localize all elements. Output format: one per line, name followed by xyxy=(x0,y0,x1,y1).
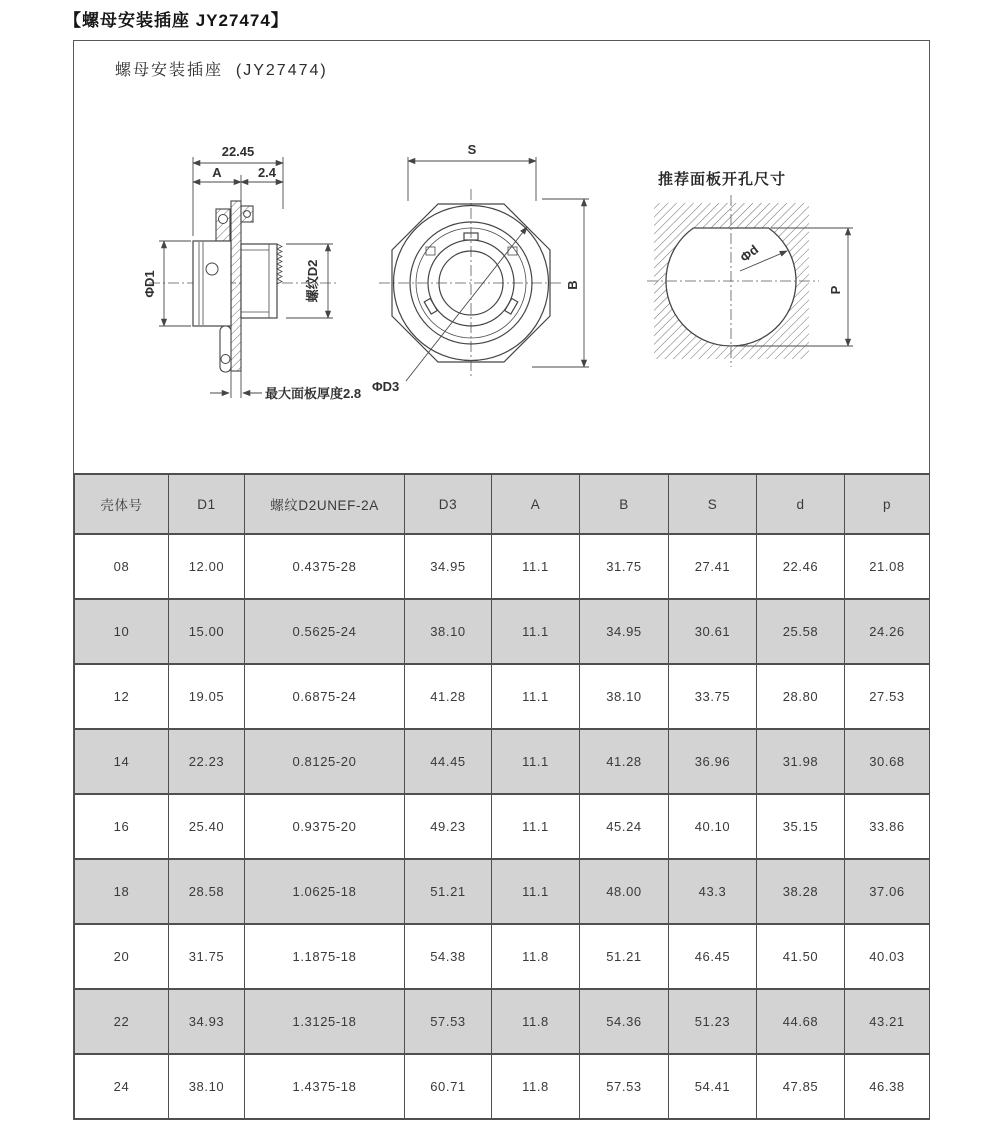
table-cell: 08 xyxy=(75,534,169,599)
table-row xyxy=(75,599,930,664)
table-cell: 44.45 xyxy=(405,729,492,794)
table-cell: 31.98 xyxy=(757,729,845,794)
table-cell: 1.4375-18 xyxy=(245,1054,405,1119)
dim-label-d3: ΦD3 xyxy=(372,379,400,394)
table-cell: 10 xyxy=(75,599,169,664)
table-cell: 28.80 xyxy=(757,664,845,729)
table-cell: 11.1 xyxy=(492,534,580,599)
table-cell: 41.28 xyxy=(580,729,669,794)
table-cell: 33.75 xyxy=(669,664,757,729)
table-cell: 1.0625-18 xyxy=(245,859,405,924)
content-box xyxy=(73,40,930,1120)
table-cell: 19.05 xyxy=(169,664,245,729)
table-cell: 54.38 xyxy=(405,924,492,989)
table-cell: 20 xyxy=(75,924,169,989)
dim-label-b: B xyxy=(565,280,580,290)
table-cell: 14 xyxy=(75,729,169,794)
col-header-s: S xyxy=(669,474,757,534)
table-cell: 43.3 xyxy=(669,859,757,924)
table-cell: 49.23 xyxy=(405,794,492,859)
table-cell: 35.15 xyxy=(757,794,845,859)
col-header-shell-size: 壳体号 xyxy=(75,474,169,534)
table-row xyxy=(75,794,930,859)
table-cell: 25.40 xyxy=(169,794,245,859)
table-cell: 45.24 xyxy=(580,794,669,859)
table-row xyxy=(75,859,930,924)
dim-label-d1: ΦD1 xyxy=(142,270,157,298)
table-cell: 36.96 xyxy=(669,729,757,794)
table-row xyxy=(75,989,930,1054)
col-header-p: p xyxy=(845,474,930,534)
note-max-panel-thickness: 最大面板厚度2.8 xyxy=(265,386,362,401)
table-cell: 34.95 xyxy=(580,599,669,664)
table-cell: 41.50 xyxy=(757,924,845,989)
table-cell: 38.28 xyxy=(757,859,845,924)
table-header-row xyxy=(75,474,930,534)
table-cell: 0.5625-24 xyxy=(245,599,405,664)
table-cell: 54.36 xyxy=(580,989,669,1054)
table-cell: 51.21 xyxy=(580,924,669,989)
table-cell: 31.75 xyxy=(580,534,669,599)
page-title: 【螺母安装插座 JY27474】 xyxy=(64,11,289,30)
table-cell: 11.8 xyxy=(492,989,580,1054)
table-row xyxy=(75,1054,930,1119)
table-cell: 54.41 xyxy=(669,1054,757,1119)
table-row xyxy=(75,664,930,729)
table-cell: 21.08 xyxy=(845,534,930,599)
table-cell: 12 xyxy=(75,664,169,729)
table-cell: 11.1 xyxy=(492,859,580,924)
table-cell: 40.03 xyxy=(845,924,930,989)
dim-label-phi-d: Φd xyxy=(737,241,762,266)
table-row xyxy=(75,924,930,989)
spec-table xyxy=(74,473,930,1120)
table-cell: 44.68 xyxy=(757,989,845,1054)
table-cell: 34.95 xyxy=(405,534,492,599)
table-cell: 46.38 xyxy=(845,1054,930,1119)
table-cell: 38.10 xyxy=(405,599,492,664)
section-subtitle: 螺母安装插座 (JY27474) xyxy=(115,62,328,79)
col-header-d1: D1 xyxy=(169,474,245,534)
spec-table-body xyxy=(75,534,930,1119)
table-cell: 11.1 xyxy=(492,664,580,729)
col-header-d: d xyxy=(757,474,845,534)
col-header-a: A xyxy=(492,474,580,534)
table-cell: 11.8 xyxy=(492,1054,580,1119)
drawing-panel-cutout xyxy=(647,170,853,367)
table-cell: 30.68 xyxy=(845,729,930,794)
table-cell: 12.00 xyxy=(169,534,245,599)
col-header-b: B xyxy=(580,474,669,534)
dim-label-p: P xyxy=(828,285,843,295)
table-cell: 1.3125-18 xyxy=(245,989,405,1054)
drawing-side-view xyxy=(142,144,361,401)
table-cell: 48.00 xyxy=(580,859,669,924)
table-cell: 22 xyxy=(75,989,169,1054)
table-row xyxy=(75,729,930,794)
table-cell: 22.23 xyxy=(169,729,245,794)
dim-label-a: A xyxy=(212,165,222,180)
table-cell: 27.53 xyxy=(845,664,930,729)
table-cell: 57.53 xyxy=(405,989,492,1054)
table-cell: 41.28 xyxy=(405,664,492,729)
technical-drawings xyxy=(74,101,929,473)
table-cell: 0.4375-28 xyxy=(245,534,405,599)
table-cell: 40.10 xyxy=(669,794,757,859)
table-cell: 51.21 xyxy=(405,859,492,924)
dim-label-total-width: 22.45 xyxy=(221,144,255,159)
table-cell: 0.8125-20 xyxy=(245,729,405,794)
col-header-thread-d2: 螺纹D2UNEF-2A xyxy=(245,474,405,534)
table-cell: 11.8 xyxy=(492,924,580,989)
table-cell: 37.06 xyxy=(845,859,930,924)
table-cell: 0.9375-20 xyxy=(245,794,405,859)
table-cell: 27.41 xyxy=(669,534,757,599)
table-cell: 11.1 xyxy=(492,794,580,859)
table-cell: 46.45 xyxy=(669,924,757,989)
table-cell: 24 xyxy=(75,1054,169,1119)
table-cell: 18 xyxy=(75,859,169,924)
drawing-front-view xyxy=(372,142,589,394)
table-cell: 34.93 xyxy=(169,989,245,1054)
table-cell: 30.61 xyxy=(669,599,757,664)
table-cell: 51.23 xyxy=(669,989,757,1054)
table-cell: 16 xyxy=(75,794,169,859)
table-cell: 11.1 xyxy=(492,729,580,794)
dim-label-s: S xyxy=(467,142,477,157)
table-cell: 15.00 xyxy=(169,599,245,664)
table-cell: 28.58 xyxy=(169,859,245,924)
table-cell: 25.58 xyxy=(757,599,845,664)
col-header-d3: D3 xyxy=(405,474,492,534)
table-cell: 24.26 xyxy=(845,599,930,664)
table-cell: 0.6875-24 xyxy=(245,664,405,729)
table-cell: 1.1875-18 xyxy=(245,924,405,989)
panel-cutout-title: 推荐面板开孔尺寸 xyxy=(658,171,787,188)
table-cell: 31.75 xyxy=(169,924,245,989)
table-cell: 38.10 xyxy=(580,664,669,729)
table-cell: 33.86 xyxy=(845,794,930,859)
table-row xyxy=(75,534,930,599)
dim-label-thread-d2: 螺纹D2 xyxy=(305,259,320,303)
table-cell: 43.21 xyxy=(845,989,930,1054)
table-cell: 47.85 xyxy=(757,1054,845,1119)
dim-label-nut-2-4: 2.4 xyxy=(257,165,277,180)
table-cell: 11.1 xyxy=(492,599,580,664)
table-cell: 57.53 xyxy=(580,1054,669,1119)
table-cell: 60.71 xyxy=(405,1054,492,1119)
table-cell: 22.46 xyxy=(757,534,845,599)
table-cell: 38.10 xyxy=(169,1054,245,1119)
